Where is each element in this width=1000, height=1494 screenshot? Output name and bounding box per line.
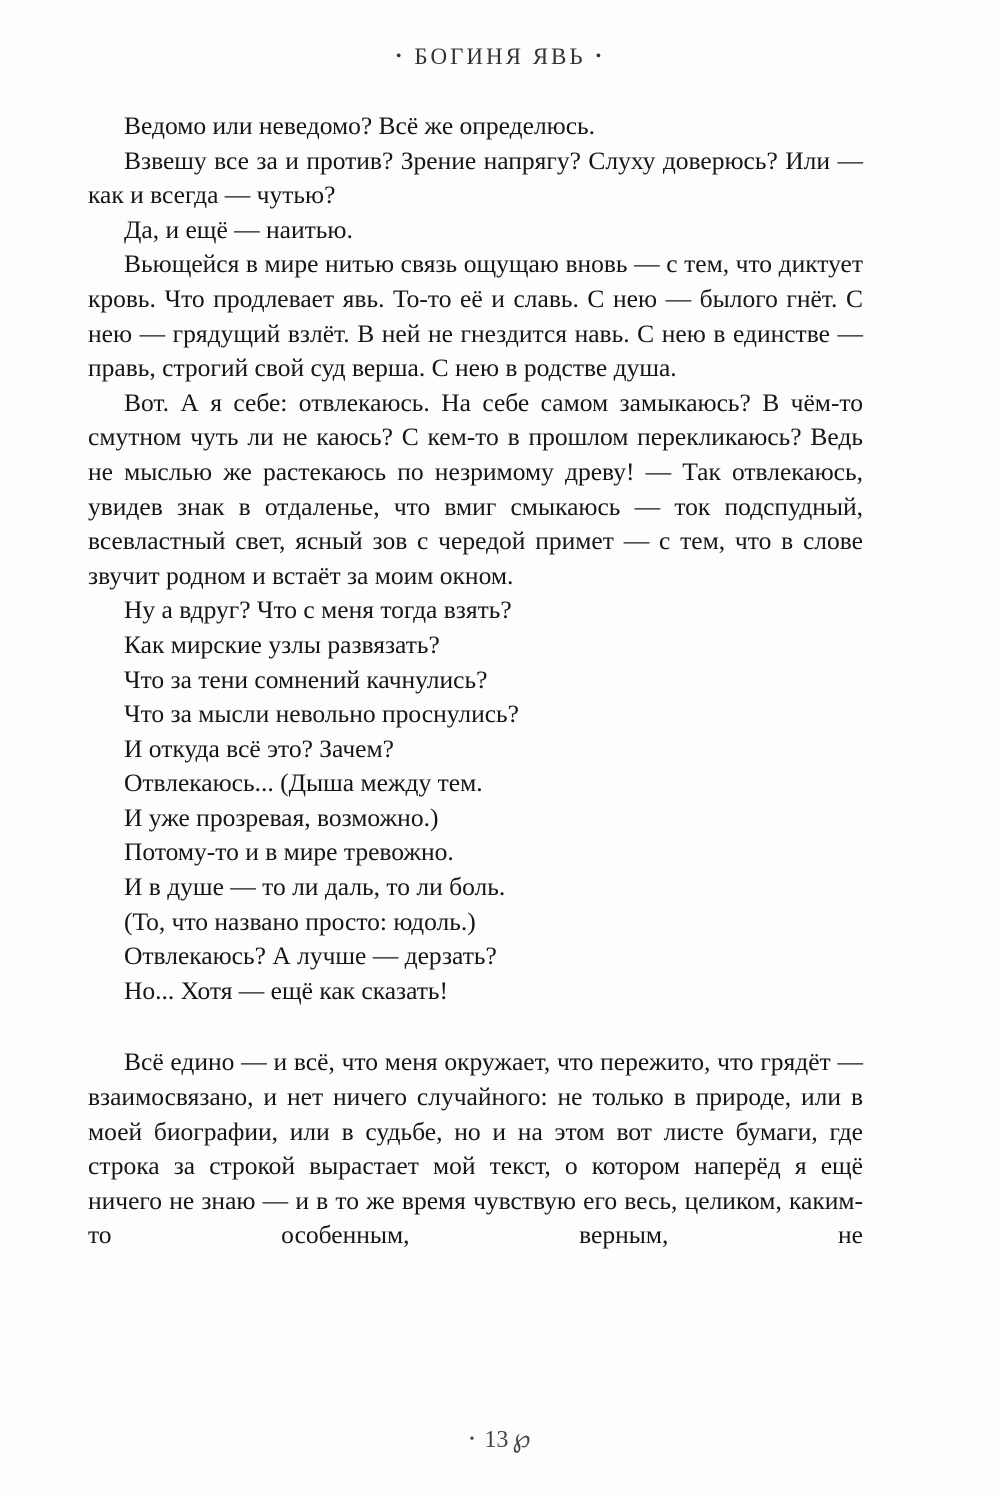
poem-line: И в душе — то ли даль, то ли боль.	[124, 872, 506, 902]
poem-line: Что за тени сомнений качнулись?	[124, 664, 488, 694]
poem-line: И уже прозревая, возможно.)	[124, 802, 439, 832]
header-bullet-left: •	[395, 48, 405, 65]
paragraph-1: Ведомо или неведомо? Всё же определюсь.	[124, 111, 596, 140]
poem-line: Отвлекаюсь? А лучше — дерзать?	[124, 941, 497, 971]
poem-line: Но... Хотя — ещё как сказать!	[124, 975, 449, 1005]
closing-paragraph: Всё едино — и всё, что меня окружает, что пережито, что грядёт — взаимосвязано, и нет ничего случайного: не только в природе, или в моей биографии, или в судьбе, но и на этом вот листе бумаги, где строка за строкой вырастает мой текст, о котором наперёд я ещё ничего не знаю — и в то же время чувствую его весь, целиком, каким-то особенным, верным, не	[88, 1047, 863, 1250]
poem-line: (То, что названо просто: юдоль.)	[124, 906, 476, 936]
poem-line: Отвлекаюсь... (Дыша между тем.	[124, 768, 483, 798]
paragraph-2: Взвешу все за и против? Зрение напрягу? Слуху доверюсь? Или — как и всегда — чутью?	[88, 145, 863, 210]
poem-line: Что за мысли невольно проснулись?	[124, 699, 519, 729]
poem-line: Как мирские узлы развязать?	[124, 629, 440, 659]
poem-line: И откуда всё это? Зачем?	[124, 733, 394, 763]
poem-line: Потому-то и в мире тревожно.	[124, 837, 454, 867]
header-bullet-right: •	[595, 48, 605, 65]
page-number: 13	[484, 1427, 509, 1453]
folio-bullet: •	[469, 1432, 475, 1447]
paragraph-3: Да, и ещё — наитью.	[124, 214, 353, 244]
header-title: БОГИНЯ ЯВЬ	[414, 44, 586, 69]
body-text	[88, 109, 863, 1253]
running-header	[0, 44, 1000, 70]
paragraph-4: Вьющейся в мире нитью связь ощущаю вновь — с тем, что диктует кровь. Что продлевает явь. То-то её и славь. С нею — былого гнёт. С нею — грядущий взлёт. В ней не гнездится навь. С нею в единстве — правь, строгий свой суд верша. С нею в родстве душа.	[88, 249, 863, 383]
poem-block	[88, 593, 863, 1008]
poem-line: Ну а вдруг? Что с меня тогда взять?	[124, 595, 512, 625]
paragraph-5: Вот. А я себе: отвлекаюсь. На себе самом замыкаюсь? В чём-то смутном чуть ли не каюсь? С кем-то в прошлом перекликаюсь? Ведь не мыслью же растекаюсь по незримому древу! — Так отвлекаюсь, увидев знак в отдаленье, что вмиг смыкаюсь — ток подспудный, всевластный свет, ясный зов с чередой примет — с тем, что в слове звучит родном и встаёт за моим окном.	[88, 387, 863, 590]
folio-ornament-icon: ℘	[512, 1424, 531, 1453]
page-folio	[0, 1424, 1000, 1454]
section-gap	[88, 1008, 863, 1045]
